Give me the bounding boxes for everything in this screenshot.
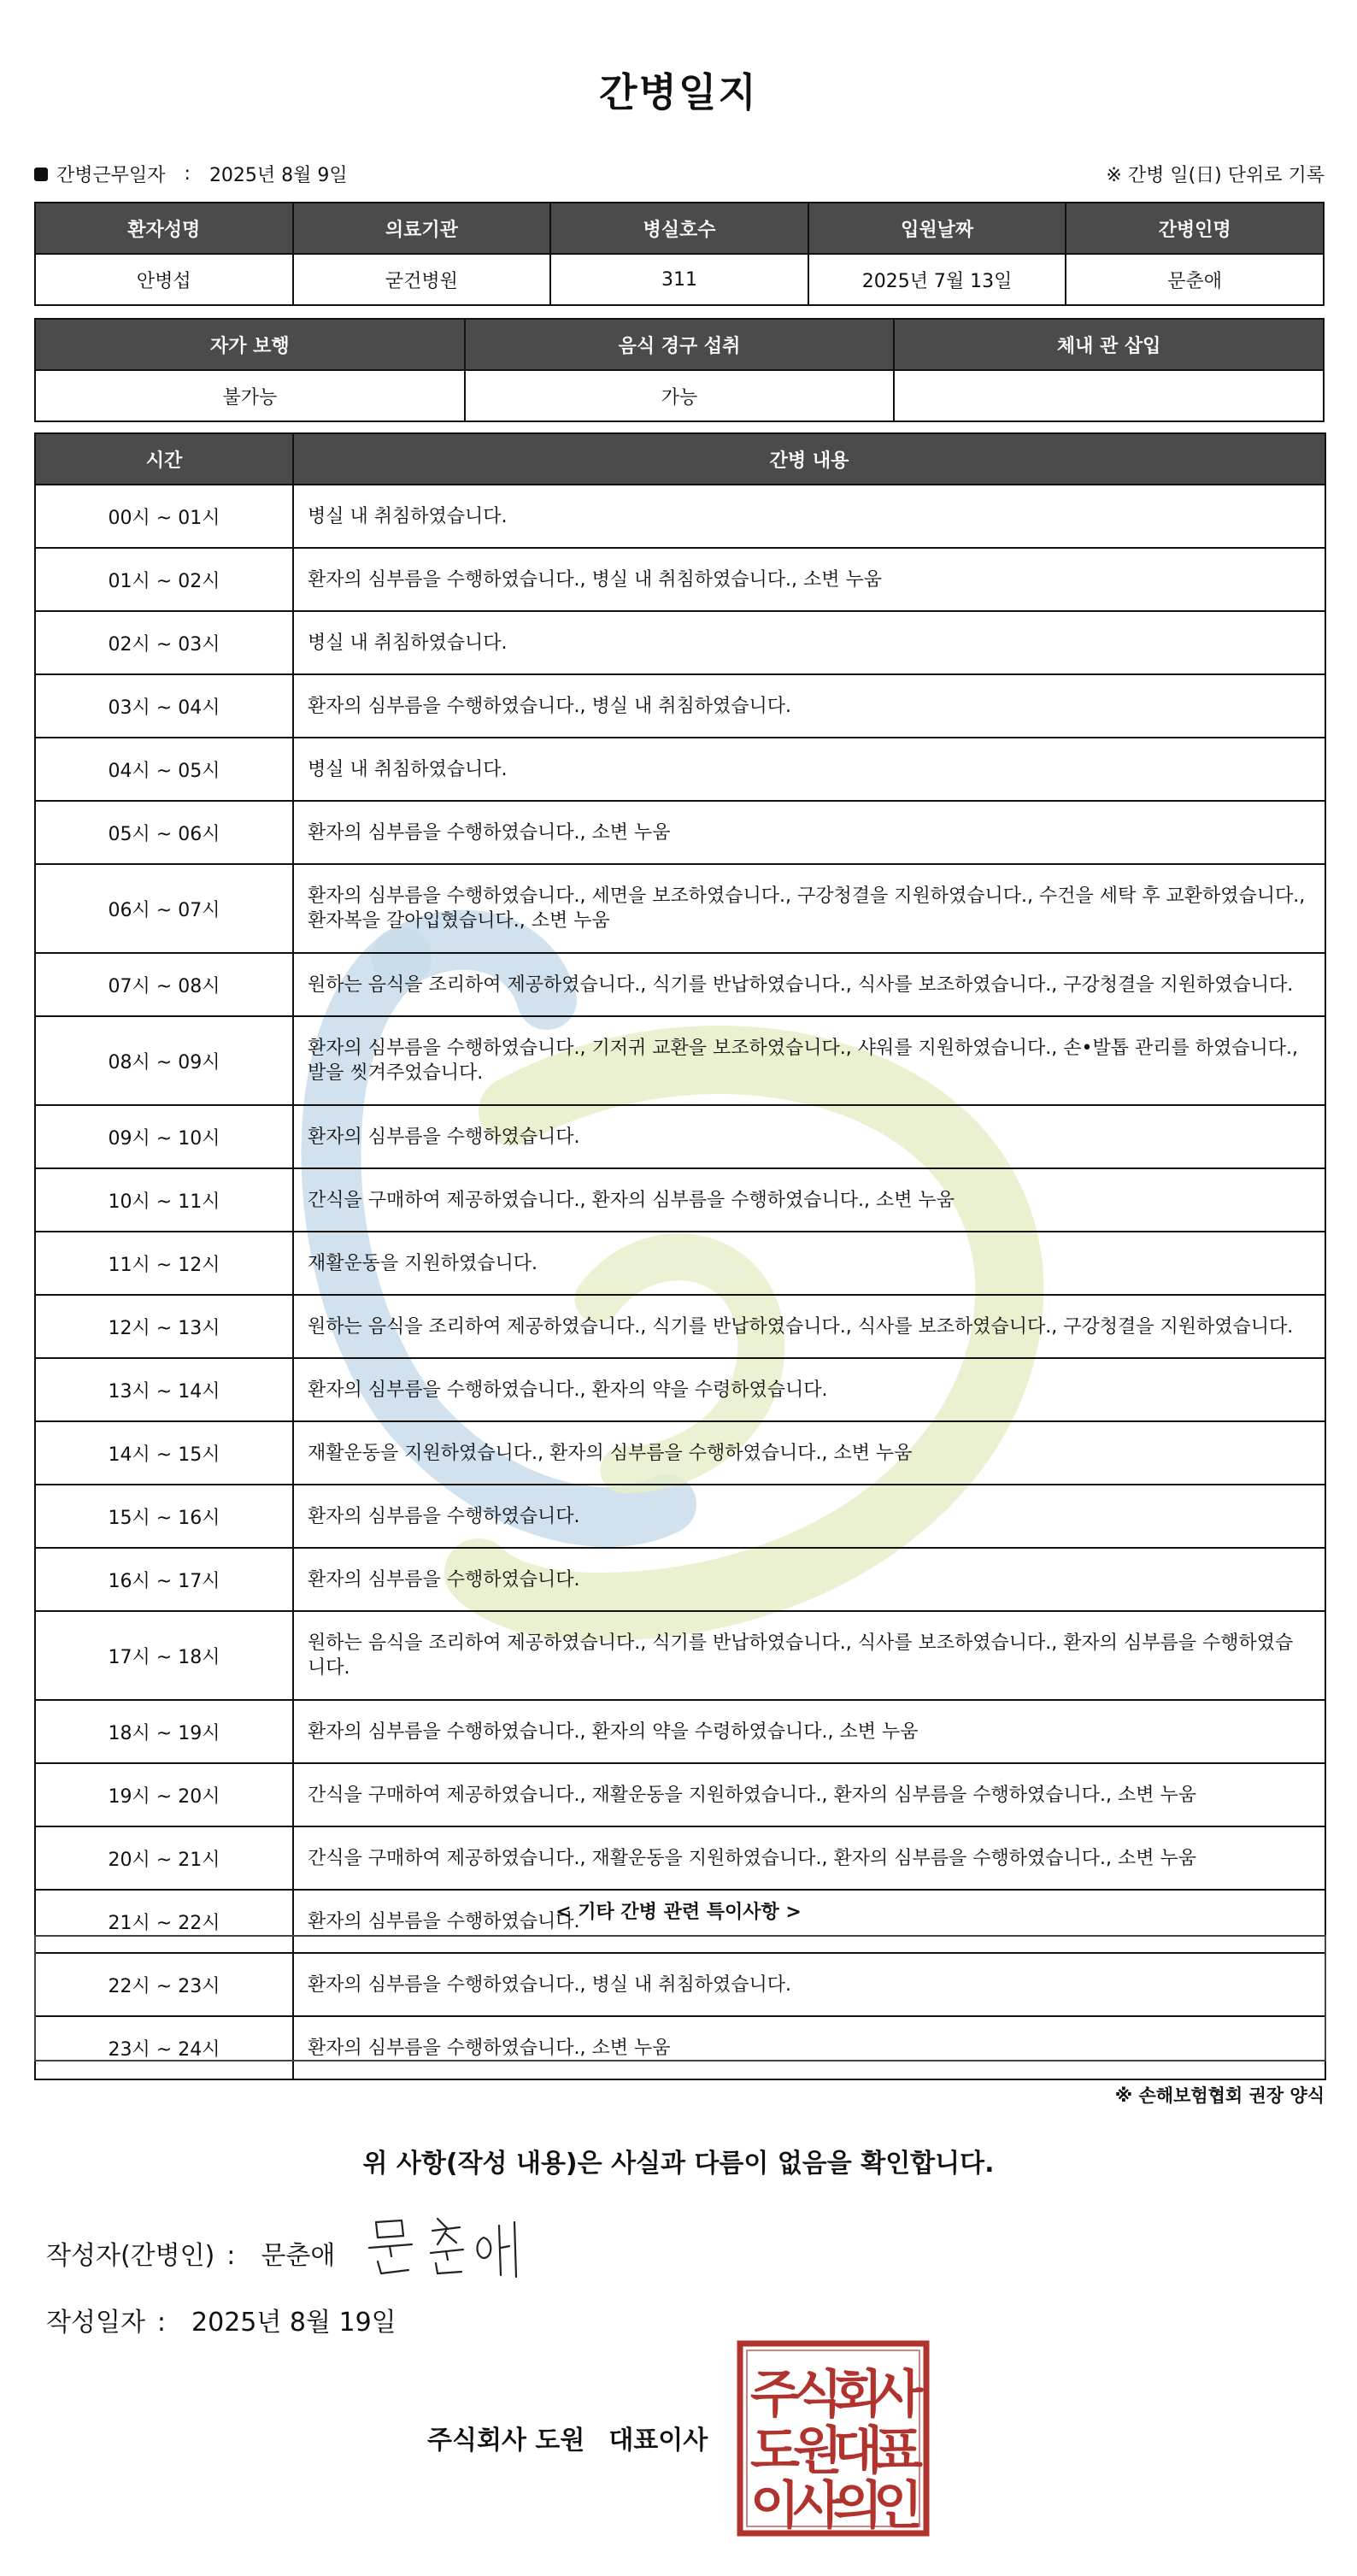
company-name: 주식회사 도원 <box>427 2426 585 2455</box>
header-self-walking: 자가 보행 <box>35 319 465 370</box>
svg-text:원: 원 <box>793 2421 843 2481</box>
header-room-number: 병실호수 <box>550 203 808 254</box>
table-row <box>35 674 1325 738</box>
row-content: 환자의 심부름을 수행하였습니다., 병실 내 취침하였습니다. <box>293 1953 1325 2016</box>
table-row <box>35 1295 1325 1358</box>
value-hospital: 굳건병원 <box>293 254 551 305</box>
status-value-row <box>35 370 1324 421</box>
table-row <box>35 1168 1325 1232</box>
row-content: 환자의 심부름을 수행하였습니다. <box>293 1890 1325 1953</box>
patient-status-table <box>34 318 1325 422</box>
row-time: 21시 ~ 22시 <box>35 1890 293 1953</box>
work-date-label: 간병근무일자 <box>56 165 166 186</box>
svg-text:대: 대 <box>833 2421 883 2481</box>
table-row <box>35 1700 1325 1763</box>
written-date-line <box>46 2301 397 2338</box>
row-time: 17시 ~ 18시 <box>35 1611 293 1700</box>
status-header-row <box>35 319 1324 370</box>
table-row <box>35 1105 1325 1168</box>
table-row <box>35 1016 1325 1105</box>
svg-text:주: 주 <box>750 2365 800 2425</box>
page-title: 간병일지 <box>599 69 758 115</box>
table-row <box>35 864 1325 953</box>
header-admission-date: 입원날짜 <box>808 203 1066 254</box>
value-patient-name: 안병섭 <box>35 254 293 305</box>
svg-text:사: 사 <box>793 2476 843 2536</box>
svg-text:회: 회 <box>833 2365 883 2425</box>
row-content: 원하는 음식을 조리하여 제공하였습니다., 식기를 반납하였습니다., 식사를 보조하였습니다., 환자의 심부름을 수행하였습니다. <box>293 1611 1325 1700</box>
row-time: 11시 ~ 12시 <box>35 1232 293 1295</box>
table-row <box>35 1421 1325 1485</box>
row-content: 환자의 심부름을 수행하였습니다. <box>293 1105 1325 1168</box>
row-content: 재활운동을 지원하였습니다. <box>293 1232 1325 1295</box>
value-tube-insertion <box>894 370 1324 421</box>
row-time: 10시 ~ 11시 <box>35 1168 293 1232</box>
row-time: 16시 ~ 17시 <box>35 1548 293 1611</box>
value-self-walking: 불가능 <box>35 370 465 421</box>
row-time: 08시 ~ 09시 <box>35 1016 293 1105</box>
handwritten-signature <box>359 2207 530 2284</box>
row-content: 재활운동을 지원하였습니다., 환자의 심부름을 수행하였습니다., 소변 누움 <box>293 1421 1325 1485</box>
row-time: 15시 ~ 16시 <box>35 1485 293 1548</box>
table-row <box>35 801 1325 864</box>
row-time: 22시 ~ 23시 <box>35 1953 293 2016</box>
row-content: 환자의 심부름을 수행하였습니다., 소변 누움 <box>293 2016 1325 2079</box>
row-content: 환자의 심부름을 수행하였습니다., 병실 내 취침하였습니다. <box>293 674 1325 738</box>
row-content: 환자의 심부름을 수행하였습니다., 환자의 약을 수령하였습니다. <box>293 1358 1325 1421</box>
row-content: 환자의 심부름을 수행하였습니다., 소변 누움 <box>293 801 1325 864</box>
writer-label: 작성자(간병인) <box>46 2241 215 2271</box>
table-row <box>35 1358 1325 1421</box>
table-row <box>35 1232 1325 1295</box>
header-patient-name: 환자성명 <box>35 203 293 254</box>
svg-text:표: 표 <box>873 2421 923 2481</box>
row-content: 환자의 심부름을 수행하였습니다., 기저귀 교환을 보조하였습니다., 샤워를 지원하였습니다., 손•발톱 관리를 하였습니다., 발을 씻겨주었습니다. <box>293 1016 1325 1105</box>
row-time: 19시 ~ 20시 <box>35 1763 293 1826</box>
header-time: 시간 <box>35 433 293 485</box>
log-header-row <box>35 433 1325 485</box>
header-care-content: 간병 내용 <box>293 433 1325 485</box>
written-date-value: 2025년 8월 19일 <box>191 2308 397 2338</box>
row-time: 05시 ~ 06시 <box>35 801 293 864</box>
svg-text:이: 이 <box>750 2476 800 2536</box>
row-content: 원하는 음식을 조리하여 제공하였습니다., 식기를 반납하였습니다., 식사를 보조하였습니다., 구강청결을 지원하였습니다. <box>293 1295 1325 1358</box>
row-content: 환자의 심부름을 수행하였습니다., 병실 내 취침하였습니다., 소변 누움 <box>293 548 1325 611</box>
row-time: 03시 ~ 04시 <box>35 674 293 738</box>
header-tube-insertion: 체내 관 삽입 <box>894 319 1324 370</box>
row-content: 병실 내 취침하였습니다. <box>293 485 1325 548</box>
row-time: 14시 ~ 15시 <box>35 1421 293 1485</box>
value-room-number: 311 <box>550 254 808 305</box>
table-row <box>35 1485 1325 1548</box>
svg-text:사: 사 <box>873 2365 923 2425</box>
row-content: 병실 내 취침하였습니다. <box>293 738 1325 801</box>
header-caregiver-name: 간병인명 <box>1066 203 1324 254</box>
table-row <box>35 953 1325 1016</box>
bullet-square-icon <box>34 168 48 181</box>
work-date-line <box>34 161 348 187</box>
svg-text:도: 도 <box>750 2421 800 2481</box>
table-row <box>35 1548 1325 1611</box>
row-content: 병실 내 취침하였습니다. <box>293 611 1325 674</box>
table-row <box>35 1611 1325 1700</box>
recommended-form-note: ※ 손해보험협회 권장 양식 <box>1114 2085 1325 2106</box>
svg-text:식: 식 <box>793 2365 843 2425</box>
company-title: 대표이사 <box>608 2426 708 2455</box>
record-unit-note: ※ 간병 일(日) 단위로 기록 <box>1106 165 1325 186</box>
svg-text:의: 의 <box>833 2476 883 2536</box>
row-time: 20시 ~ 21시 <box>35 1826 293 1890</box>
row-time: 23시 ~ 24시 <box>35 2016 293 2079</box>
table-row <box>35 738 1325 801</box>
row-time: 06시 ~ 07시 <box>35 864 293 953</box>
written-date-colon: : <box>156 2308 167 2338</box>
row-content: 환자의 심부름을 수행하였습니다., 환자의 약을 수령하였습니다., 소변 누움 <box>293 1700 1325 1763</box>
row-content: 환자의 심부름을 수행하였습니다. <box>293 1485 1325 1548</box>
value-oral-intake: 가능 <box>465 370 895 421</box>
table-row <box>35 1826 1325 1890</box>
special-notes-box <box>34 1935 1326 2061</box>
confirmation-statement: 위 사항(작성 내용)은 사실과 다름이 없음을 확인합니다. <box>362 2149 995 2179</box>
header-oral-intake: 음식 경구 섭취 <box>465 319 895 370</box>
written-date-label: 작성일자 <box>46 2308 145 2338</box>
company-line <box>427 2419 708 2456</box>
row-content: 환자의 심부름을 수행하였습니다., 세면을 보조하였습니다., 구강청결을 지원하였습니다., 수건을 세탁 후 교환하였습니다., 환자복을 갈아입혔습니다., 소변 누움 <box>293 864 1325 953</box>
row-time: 09시 ~ 10시 <box>35 1105 293 1168</box>
value-caregiver-name: 문춘애 <box>1066 254 1324 305</box>
header-hospital: 의료기관 <box>293 203 551 254</box>
table-row <box>35 485 1325 548</box>
patient-info-table <box>34 202 1325 306</box>
work-date-colon: : <box>184 163 191 185</box>
row-time: 18시 ~ 19시 <box>35 1700 293 1763</box>
row-time: 07시 ~ 08시 <box>35 953 293 1016</box>
work-date-value: 2025년 8월 9일 <box>209 165 348 186</box>
writer-colon: : <box>226 2241 236 2271</box>
value-admission-date: 2025년 7월 13일 <box>808 254 1066 305</box>
row-time: 00시 ~ 01시 <box>35 485 293 548</box>
table-row <box>35 1763 1325 1826</box>
row-time: 13시 ~ 14시 <box>35 1358 293 1421</box>
table-row <box>35 548 1325 611</box>
svg-text:인: 인 <box>873 2476 923 2536</box>
table-row <box>35 611 1325 674</box>
row-content: 간식을 구매하여 제공하였습니다., 재활운동을 지원하였습니다., 환자의 심부름을 수행하였습니다., 소변 누움 <box>293 1826 1325 1890</box>
company-seal-stamp <box>737 2340 930 2537</box>
patient-header-row <box>35 203 1324 254</box>
row-content: 간식을 구매하여 제공하였습니다., 재활운동을 지원하였습니다., 환자의 심부름을 수행하였습니다., 소변 누움 <box>293 1763 1325 1826</box>
writer-line <box>46 2234 335 2272</box>
care-log-table <box>34 432 1326 2080</box>
writer-name: 문춘애 <box>261 2241 336 2271</box>
special-notes-title: < 기타 간병 관련 특이사항 > <box>555 1902 802 1923</box>
row-time: 01시 ~ 02시 <box>35 548 293 611</box>
row-content: 환자의 심부름을 수행하였습니다. <box>293 1548 1325 1611</box>
row-time: 02시 ~ 03시 <box>35 611 293 674</box>
row-time: 04시 ~ 05시 <box>35 738 293 801</box>
row-content: 간식을 구매하여 제공하였습니다., 환자의 심부름을 수행하였습니다., 소변 누움 <box>293 1168 1325 1232</box>
row-content: 원하는 음식을 조리하여 제공하였습니다., 식기를 반납하였습니다., 식사를 보조하였습니다., 구강청결을 지원하였습니다. <box>293 953 1325 1016</box>
row-time: 12시 ~ 13시 <box>35 1295 293 1358</box>
patient-value-row <box>35 254 1324 305</box>
